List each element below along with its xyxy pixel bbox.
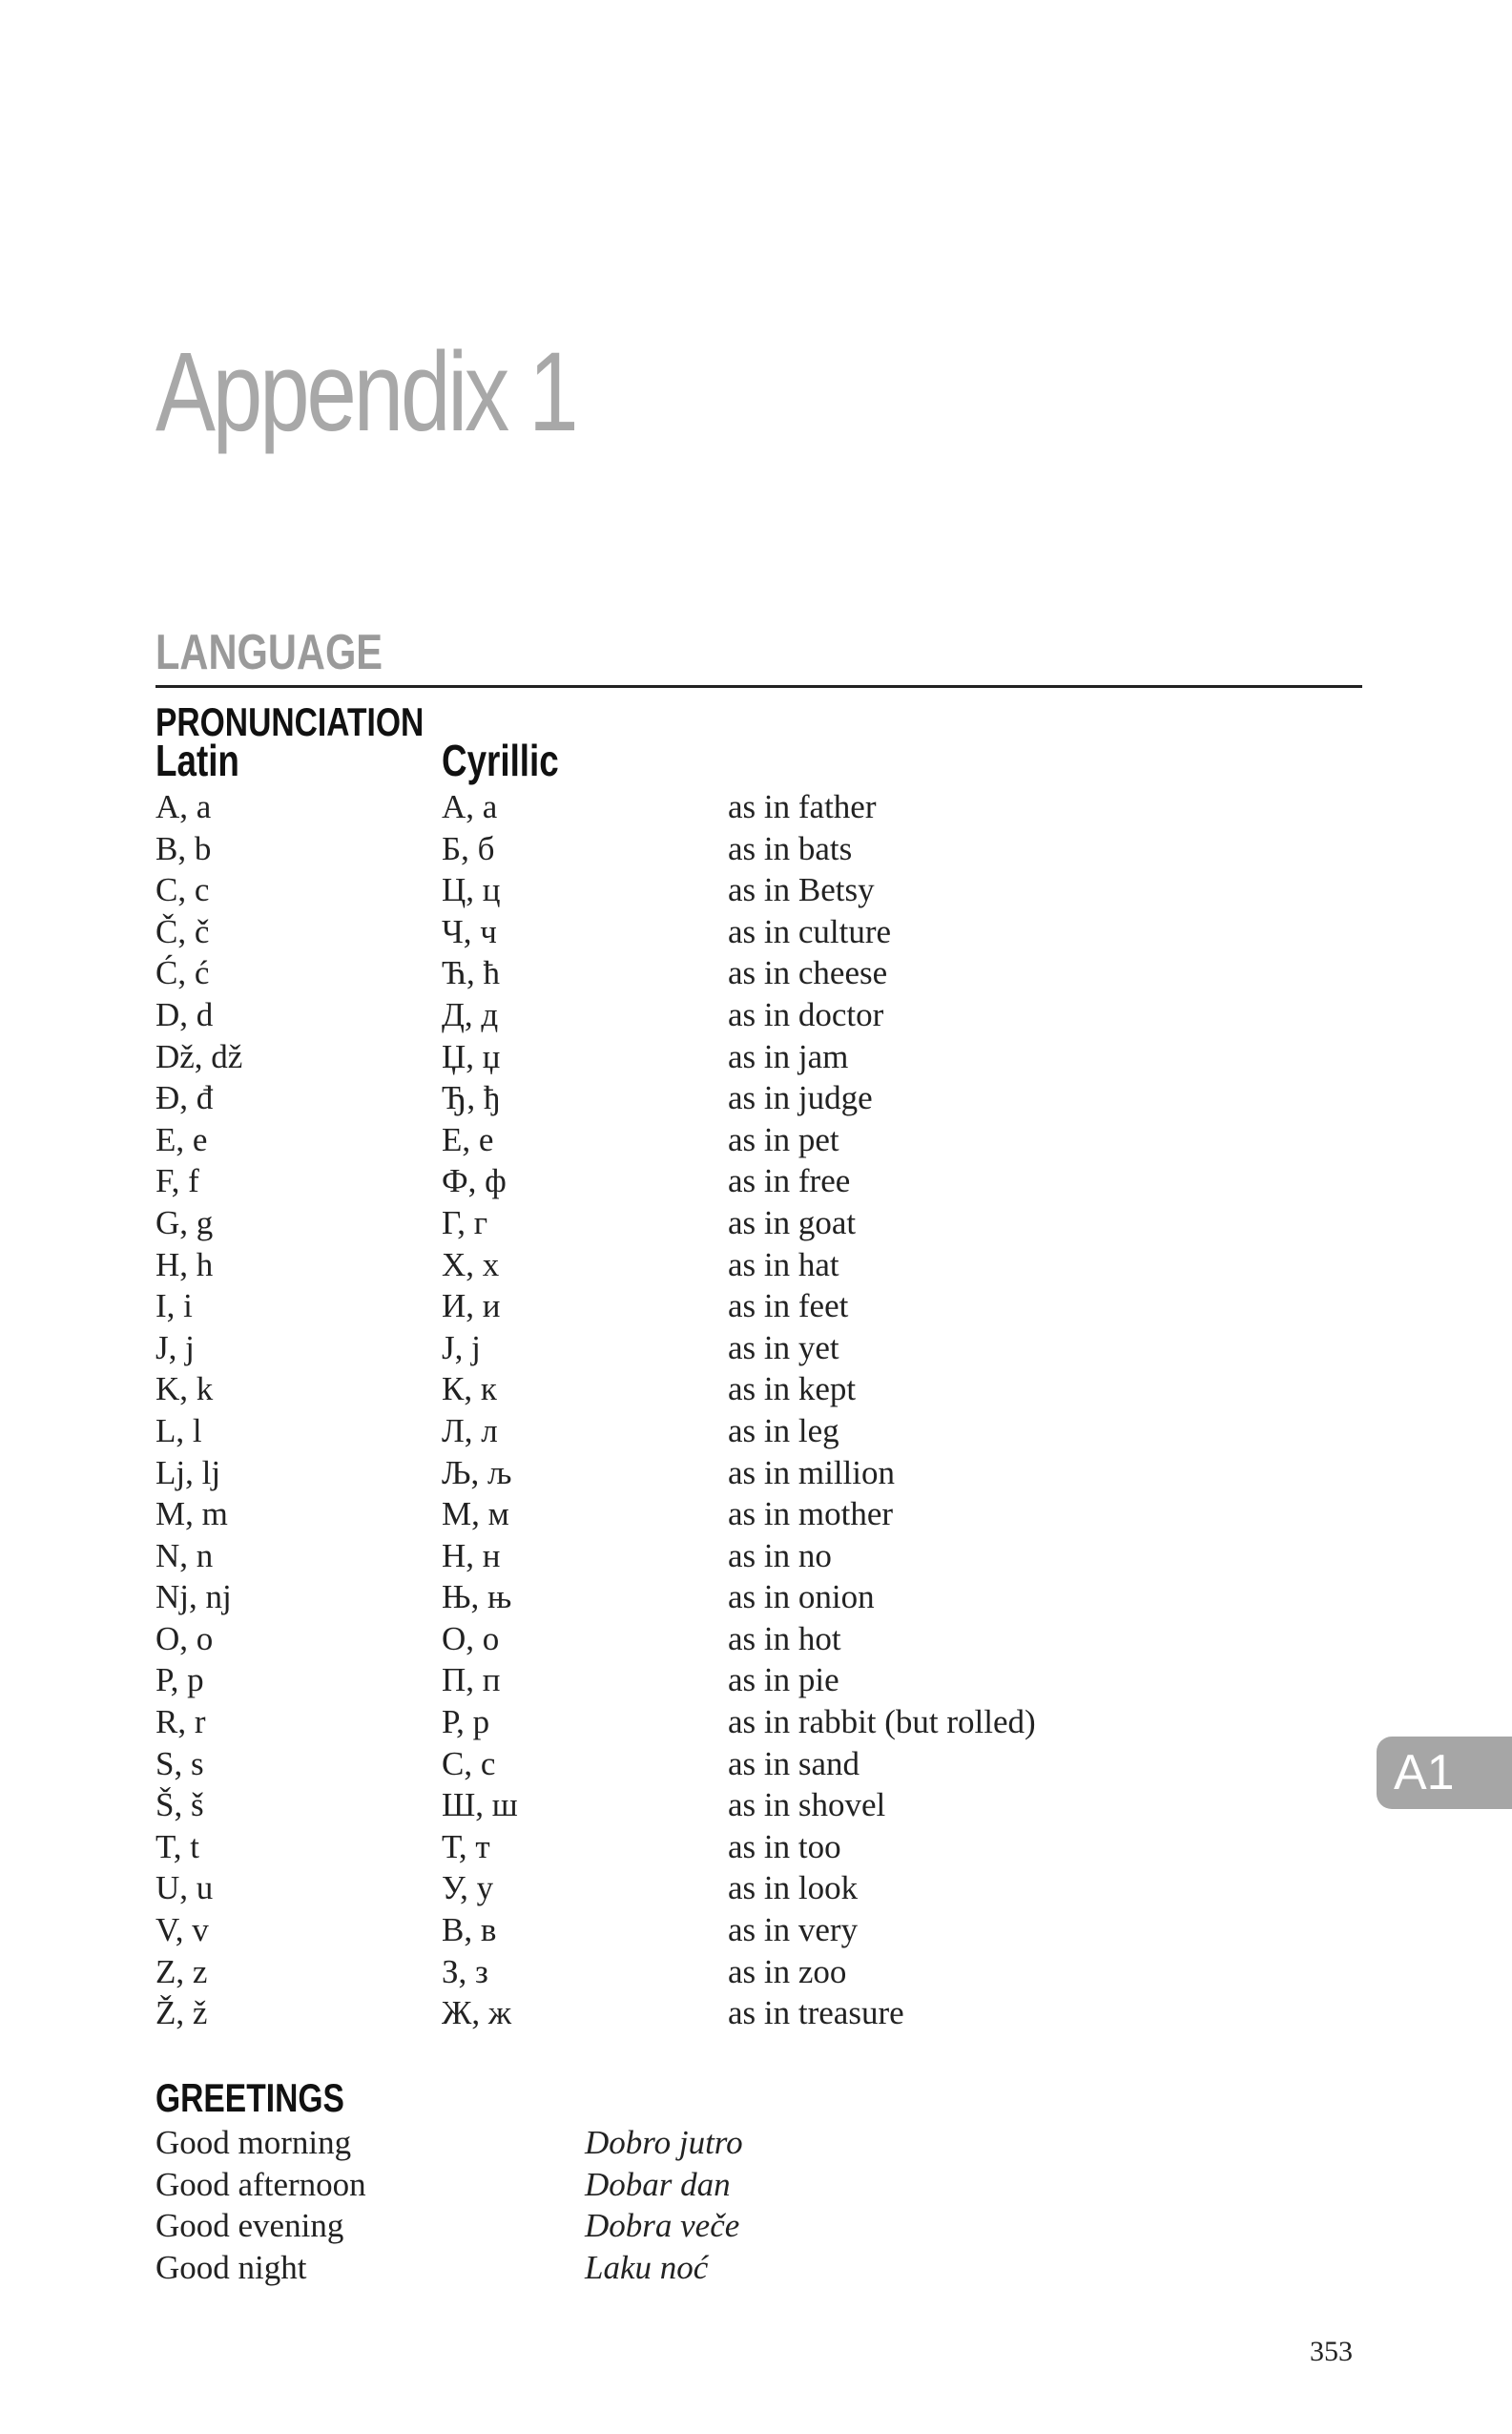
chapter-tab-label: A1 (1394, 1745, 1455, 1800)
cyrillic-letter: Ћ, ћ (442, 954, 500, 992)
cyrillic-letter: Ђ, ђ (442, 1079, 500, 1117)
page-title: Appendix 1 (155, 329, 576, 455)
latin-letter: Dž, dž (155, 1037, 243, 1075)
cyrillic-letter: В, в (442, 1911, 497, 1949)
cyrillic-letter: Љ, љ (442, 1453, 512, 1491)
subsection-heading-greetings: GREETINGS (155, 2075, 344, 2120)
pronunciation-example: as in hot (728, 1619, 841, 1657)
latin-letter: H, h (155, 1245, 214, 1283)
latin-letter: O, o (155, 1619, 214, 1657)
latin-letter: Z, z (155, 1952, 208, 1990)
latin-letter: K, k (155, 1370, 214, 1408)
cyrillic-letter: К, к (442, 1370, 497, 1408)
chapter-thumb-tab (1377, 1737, 1512, 1809)
cyrillic-letter: Е, е (442, 1120, 494, 1158)
cyrillic-letter: Р, р (442, 1703, 490, 1741)
pronunciation-example: as in million (728, 1453, 895, 1491)
cyrillic-letter: Т, т (442, 1827, 490, 1865)
pronunciation-example: as in shovel (728, 1786, 886, 1824)
pronunciation-example: as in free (728, 1162, 851, 1200)
latin-letter: I, i (155, 1287, 193, 1325)
latin-letter: A, a (155, 788, 212, 825)
latin-letter: E, e (155, 1120, 208, 1158)
greeting-english: Good evening (155, 2207, 344, 2245)
cyrillic-letter: М, м (442, 1495, 509, 1533)
greeting-serbian: Dobra veče (585, 2207, 740, 2245)
latin-letter: S, s (155, 1744, 204, 1782)
greeting-serbian: Laku noć (585, 2248, 709, 2286)
cyrillic-letter: Х, х (442, 1245, 500, 1283)
section-heading-language: LANGUAGE (155, 625, 383, 680)
latin-letter: N, n (155, 1536, 214, 1574)
latin-letter: Č, č (155, 912, 210, 950)
greeting-english: Good afternoon (155, 2165, 366, 2203)
pronunciation-example: as in jam (728, 1037, 849, 1075)
cyrillic-letter: О, о (442, 1619, 500, 1657)
column-header-cyrillic: Cyrillic (442, 736, 559, 785)
greeting-english: Good night (155, 2248, 307, 2286)
pronunciation-example: as in yet (728, 1328, 839, 1366)
pronunciation-example: as in feet (728, 1287, 849, 1325)
pronunciation-example: as in hat (728, 1245, 839, 1283)
pronunciation-example: as in onion (728, 1578, 875, 1616)
latin-letter: J, j (155, 1328, 195, 1366)
pronunciation-example: as in doctor (728, 995, 884, 1033)
subsection-heading-pronunciation: PRONUNCIATION (155, 699, 425, 744)
pronunciation-example: as in treasure (728, 1994, 904, 2032)
cyrillic-letter: И, и (442, 1287, 501, 1325)
pronunciation-example: as in bats (728, 829, 853, 867)
cyrillic-letter: П, п (442, 1661, 501, 1699)
greeting-english: Good morning (155, 2124, 352, 2161)
latin-letter: V, v (155, 1911, 209, 1949)
cyrillic-letter: Б, б (442, 829, 495, 867)
pronunciation-example: as in Betsy (728, 871, 875, 909)
latin-letter: Lj, lj (155, 1453, 221, 1491)
pronunciation-example: as in leg (728, 1411, 839, 1449)
page-number: 353 (1310, 2336, 1353, 2367)
pronunciation-example: as in zoo (728, 1952, 847, 1990)
latin-letter: U, u (155, 1869, 214, 1907)
latin-letter: F, f (155, 1162, 199, 1200)
pronunciation-example: as in no (728, 1536, 832, 1574)
latin-letter: Ž, ž (155, 1994, 208, 2032)
greeting-serbian: Dobro jutro (585, 2124, 743, 2161)
latin-letter: B, b (155, 829, 212, 867)
pronunciation-example: as in pie (728, 1661, 839, 1699)
cyrillic-letter: Ј, ј (442, 1328, 481, 1366)
pronunciation-example: as in very (728, 1911, 859, 1949)
latin-letter: C, c (155, 871, 210, 909)
latin-letter: M, m (155, 1495, 228, 1533)
pronunciation-example: as in look (728, 1869, 859, 1907)
pronunciation-example: as in too (728, 1827, 841, 1865)
cyrillic-letter: З, з (442, 1952, 488, 1990)
pronunciation-example: as in judge (728, 1079, 873, 1117)
pronunciation-example: as in pet (728, 1120, 839, 1158)
cyrillic-letter: Њ, њ (442, 1578, 512, 1616)
latin-letter: Đ, đ (155, 1079, 214, 1117)
pronunciation-example: as in cheese (728, 954, 888, 992)
cyrillic-letter: А, а (442, 788, 498, 825)
cyrillic-letter: Ц, ц (442, 871, 501, 909)
greeting-serbian: Dobar dan (585, 2165, 731, 2203)
cyrillic-letter: Г, г (442, 1203, 488, 1241)
cyrillic-letter: Л, л (442, 1411, 498, 1449)
cyrillic-letter: Ш, ш (442, 1786, 518, 1824)
pronunciation-example: as in culture (728, 912, 892, 950)
pronunciation-example: as in mother (728, 1495, 894, 1533)
latin-letter: R, r (155, 1703, 206, 1741)
pronunciation-example: as in goat (728, 1203, 857, 1241)
cyrillic-letter: С, с (442, 1744, 496, 1782)
cyrillic-letter: Ч, ч (442, 912, 497, 950)
latin-letter: P, p (155, 1661, 204, 1699)
latin-letter: Ć, ć (155, 954, 210, 992)
column-header-latin: Latin (155, 736, 239, 785)
cyrillic-letter: У, у (442, 1869, 494, 1907)
latin-letter: Nj, nj (155, 1578, 232, 1616)
cyrillic-letter: Џ, џ (442, 1037, 501, 1075)
latin-letter: G, g (155, 1203, 214, 1241)
pronunciation-example: as in sand (728, 1744, 860, 1782)
pronunciation-example: as in kept (728, 1370, 857, 1408)
cyrillic-letter: Ж, ж (442, 1994, 512, 2032)
latin-letter: L, l (155, 1411, 202, 1449)
latin-letter: T, t (155, 1827, 200, 1865)
cyrillic-letter: Д, д (442, 995, 499, 1033)
latin-letter: D, d (155, 995, 214, 1033)
pronunciation-example: as in father (728, 788, 877, 825)
pronunciation-example: as in rabbit (but rolled) (728, 1703, 1036, 1741)
latin-letter: Š, š (155, 1786, 204, 1824)
section-divider (155, 685, 1362, 688)
cyrillic-letter: Ф, ф (442, 1162, 507, 1200)
cyrillic-letter: Н, н (442, 1536, 501, 1574)
